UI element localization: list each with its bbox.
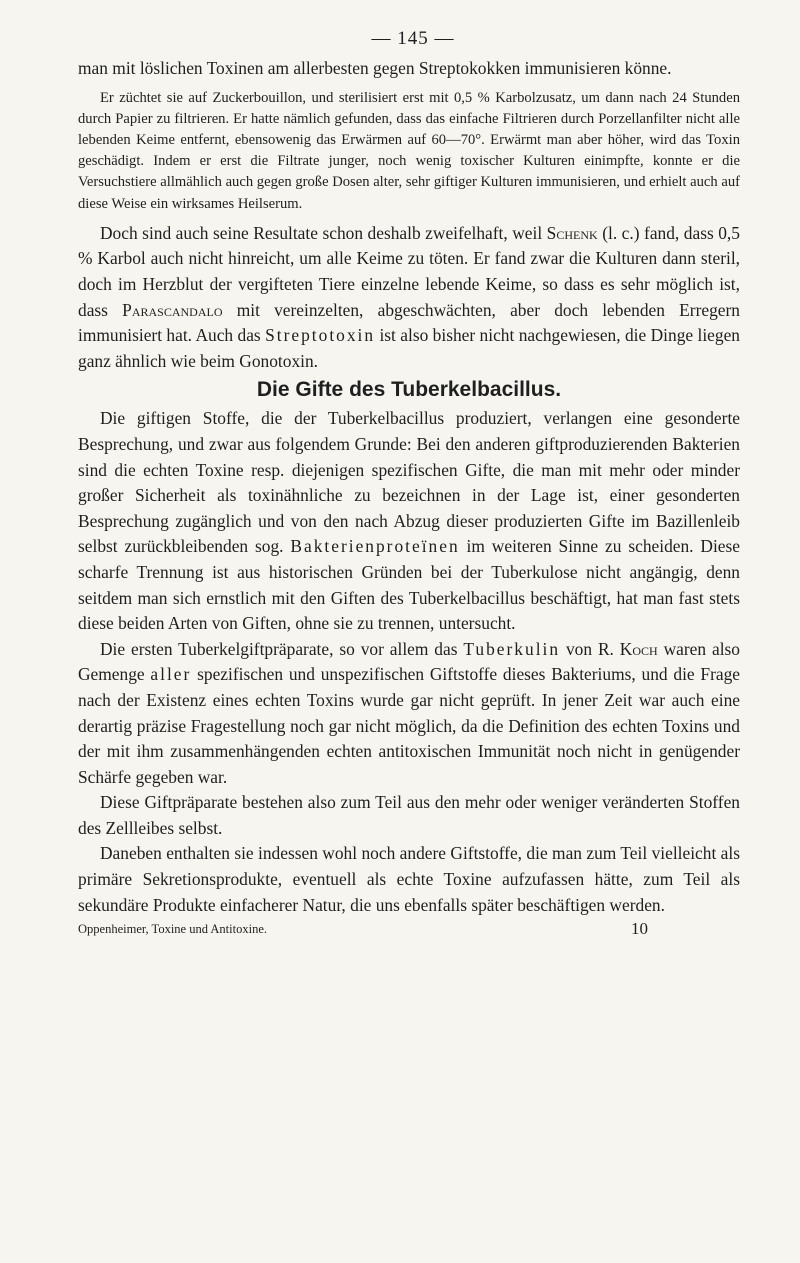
paragraph-other-toxins: Daneben enthalten sie indessen wohl noch andere Giftstoffe, die man zum Teil vielleicht als primäre Sekretionsprodukte, eventuell als echte Toxine aufzufassen hätte, zum Teil als sekundäre Produkte einfacherer Natur, die uns ebenfalls später beschäftigen werden. xyxy=(78,843,740,915)
spaced-term: Tuberkulin xyxy=(463,638,561,659)
paragraph-results: Doch sind auch seine Resultate schon deshalb zweifelhaft, weil Schenk (l. c.) fand, dass 0,5 % Karbol auch nicht hinreicht, um alle Keime zu töten. Er fand zwar die Kulturen dann steril, doch im Herzblut der vergifteten Tiere einzelne lebende Keime, so dass es sehr möglich ist, dass Parascandalo mit vereinzelten, abgeschwächten, aber doch lebenden Erregern immunisiert hat. Auch das Streptotoxin ist also bisher nicht nachgewiesen, die Dinge liegen ganz ähnlich wie beim Gonotoxin. xyxy=(78,222,740,371)
spaced-term: Streptotoxin xyxy=(265,325,376,346)
paragraph-tuberculin: Die ersten Tuberkelgiftpräparate, so vor allem das Tuberkulin von R. Koch waren also Gemenge aller spezifischen und unspezifischen Giftstoffe dieses Bakteriums, und die Frage nach der Existenz eines echten Toxins wurde gar nicht geprüft. In jener Zeit war auch eine derartig präzise Fragestellung noch gar nicht möglich, da die Definition des echten Toxins und der mit ihm zusammenhängenden echten antitoxischen Immunität noch nicht in genügender Schärfe gegeben war. xyxy=(78,638,740,787)
page-footer xyxy=(78,918,740,940)
section-heading: Die Gifte des Tuberkelbacillus. xyxy=(256,378,562,402)
spaced-term: aller xyxy=(150,664,192,685)
paragraph-intro: Die giftigen Stoffe, die der Tuberkelbacillus produziert, verlangen eine gesonderte Besprechung, und zwar aus folgendem Grunde: Bei den anderen giftproduzierenden Bakterien sind die echten Toxine resp. diejenigen spezifischen Gifte, die man mit mehr oder minder großer Sicherheit als toxinähnliche zu bezeichnen in der Lage ist, einer gesonderten Besprechung zugänglich und von den nach Abzug dieser produzierten Gifte im Bazillenleib selbst zurückbleibenden sog. Bakterienproteïnen im weiteren Sinne zu scheiden. Diese scharfe Trennung ist aus historischen Gründen bei der Tuberkulose nicht angängig, denn seitdem man sich ernstlich mit den Giften des Tuberkelbacillus beschäftigt, hat man fast stets diese beiden Arten von Giften, ohne sie zu trennen, untersucht. xyxy=(78,408,741,634)
author-name: Parascandalo xyxy=(122,299,223,320)
paragraph-preparations: Diese Giftpräparate bestehen also zum Teil aus den mehr oder weniger veränderten Stoffen des Zellleibes selbst. xyxy=(78,792,740,838)
spaced-term: Bakterienproteïnen xyxy=(290,536,460,557)
book-page xyxy=(78,28,740,940)
paragraph-continuation: man mit löslichen Toxinen am allerbesten gegen Streptokokken immunisieren könne. xyxy=(78,58,672,78)
paragraph-method: Er züchtet sie auf Zuckerbouillon, und sterilisiert erst mit 0,5 % Karbolzusatz, um dann nach 24 Stunden durch Papier zu filtrieren. Er hatte nämlich gefunden, dass das einfache Filtrieren durch Porzellanfilter nicht alle lebenden Keime entfernt, ebensowenig das Erwärmen auf 60—70°. Erwärmt man aber höher, wird das Toxin geschädigt. Indem er erst die Filtrate junger, noch wenig toxischer Kulturen einimpfte, konnte er die Versuchstiere allmählich auch gegen große Dosen alter, sehr giftiger Kulturen immunisieren, und erhielt auch auf diese Weise ein wirksames Heilserum. xyxy=(78,89,740,212)
author-name: Koch xyxy=(619,638,658,659)
footer-title: Oppenheimer, Toxine und Antitoxine. xyxy=(78,922,267,937)
signature-mark: 10 xyxy=(631,919,648,939)
page-number: — 145 — xyxy=(371,28,455,49)
author-name: Schenk xyxy=(546,222,598,243)
